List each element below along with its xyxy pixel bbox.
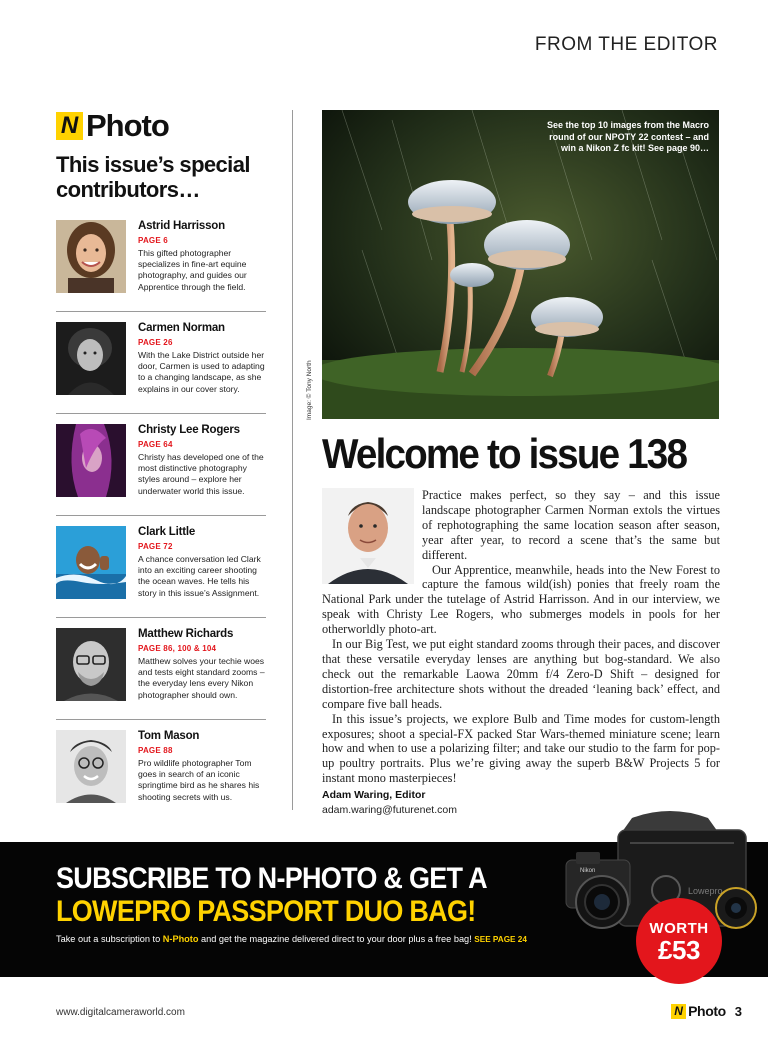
contributor-name: Astrid Harrisson	[138, 220, 225, 232]
contributor-bio: With the Lake District outside her door, Carmen is used to adapting to a changing landscape, as she explains in our cover story.	[138, 350, 265, 394]
contributor-name: Clark Little	[138, 526, 196, 538]
editorial-paragraph: Practice makes perfect, so they say – and this issue landscape photographer Carmen Norman extols the virtues of rephotographing the same location season after season, year after year, to record a scene that’s the same but different.	[422, 488, 720, 562]
editorial-paragraph: In our Big Test, we put eight standard zooms through their paces, and discover that these versatile everyday lenses are anything but bog-standard. We also check out the remarkable Laowa 20mm f/4 Zero-D Shift – designed for distortion-free architecture shots without the dreaded ‘leaning back’ effect, and compare five ball heads.	[322, 637, 720, 711]
npphoto-logo	[56, 108, 169, 144]
footer-url[interactable]: www.digitalcameraworld.com	[56, 1007, 185, 1018]
section-label: FROM THE EDITOR	[534, 34, 718, 55]
editorial-body	[322, 488, 720, 818]
contributor-bio: A chance conversation led Clark into an exciting career shooting the ocean waves. He tells his story in this issue’s Assignment.	[138, 554, 261, 598]
contributor-bio: This gifted photographer specializes in fine-art equine photography, and guides our Apprentice through the field.	[138, 248, 247, 292]
bag-brand-logo: Lowepro	[688, 886, 723, 896]
contributor-name: Tom Mason	[138, 730, 200, 742]
contributor-page-ref: PAGE 88	[138, 746, 173, 755]
footer-brand	[671, 1003, 742, 1019]
editorial-paragraph: In this issue’s projects, we explore Bulb and Time modes for custom-length exposures; shoot a special-FX packed Star Wars-themed miniature scene; learn how and when to use a polarizing filter; and take our studio to the farm for pop-up poultry portraits. Plus we’re giving away the superb B&W Projects 5 for instant mono masterpieces!	[322, 711, 720, 786]
contributor-name: Christy Lee Rogers	[138, 424, 240, 436]
contributors-heading: This issue’s special contributors…	[56, 152, 250, 202]
contributor-bio: Matthew solves your techie woes and tests eight standard zooms – the everyday lens every Nikon photographer should own.	[138, 656, 265, 700]
contributor-page-ref: PAGE 26	[138, 338, 173, 347]
contributor-item	[56, 210, 266, 312]
contributor-page-ref: PAGE 72	[138, 542, 173, 551]
contributors-list	[56, 210, 266, 822]
contributor-name: Matthew Richards	[138, 628, 234, 640]
contributor-item	[56, 720, 266, 822]
avatar	[56, 322, 126, 395]
worth-value: £53	[658, 935, 700, 965]
editorial-paragraph: Our Apprentice, meanwhile, heads into the New Forest to capture the famous wild(ish) ponies that freely roam the National Park under the tutelage of Astrid Harrisson. And in our interview, we speak with Christy Lee Rogers, who submerges models in pools for her otherworldly photo-art.	[322, 562, 720, 637]
avatar	[56, 730, 126, 803]
contributor-bio: Pro wildlife photographer Tom goes in search of an iconic springtime bird as he shares his shooting secrets with us.	[138, 758, 260, 802]
hero-photo	[322, 110, 719, 419]
banner-headline-line1: SUBSCRIBE TO N-PHOTO & GET A	[56, 862, 487, 895]
logo-word: Photo	[86, 108, 169, 143]
column-divider	[292, 110, 293, 810]
camera-brand-logo: Nikon	[580, 868, 596, 874]
editorial-headline: Welcome to issue 138	[322, 430, 687, 477]
avatar	[56, 220, 126, 293]
editor-email: adam.waring@futurenet.com	[322, 804, 457, 817]
hero-caption: See the top 10 images from the Macro round of our NPOTY 22 contest – and win a Nikon Z fc kit! See page 90…	[546, 120, 709, 153]
banner-brand-highlight: N-Photo	[162, 934, 199, 944]
contributor-bio: Christy has developed one of the most distinctive photography styles around – explore her underwater world this issue.	[138, 452, 264, 496]
contributor-page-ref: PAGE 86, 100 & 104	[138, 644, 217, 653]
worth-badge	[636, 898, 722, 984]
contributor-item	[56, 516, 266, 618]
banner-headline-line2: LOWEPRO PASSPORT DUO BAG!	[56, 895, 476, 928]
worth-label: WORTH	[649, 920, 709, 937]
contributor-page-ref: PAGE 6	[138, 236, 168, 245]
editor-signoff-name: Adam Waring, Editor	[322, 789, 426, 802]
banner-subtext: Take out a subscription to N-Photo and get the magazine delivered direct to your door plus a free bag! SEE PAGE 24	[56, 934, 527, 944]
banner-page-ref: SEE PAGE 24	[474, 935, 527, 944]
contributor-page-ref: PAGE 64	[138, 440, 173, 449]
contributor-name: Carmen Norman	[138, 322, 225, 334]
footer-logo-n: N	[671, 1004, 686, 1019]
image-credit: Image: © Tony North	[306, 360, 313, 420]
page-number: 3	[734, 1003, 742, 1019]
contributor-item	[56, 618, 266, 720]
footer-logo-word: Photo	[688, 1003, 726, 1019]
contributor-item	[56, 312, 266, 414]
avatar	[56, 424, 126, 497]
logo-n-badge: N	[56, 112, 83, 140]
avatar	[56, 628, 126, 701]
avatar	[56, 526, 126, 599]
contributor-item	[56, 414, 266, 516]
